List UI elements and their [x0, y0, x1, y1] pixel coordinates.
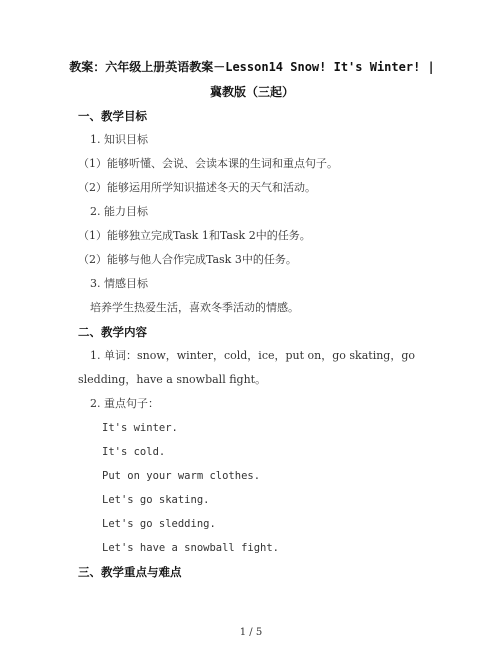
vocabulary-line-2: sledding，have a snowball fight。 — [78, 373, 267, 386]
document-title-line2: 冀教版（三起） — [209, 85, 294, 99]
key-sentence: Let's go sledding. — [102, 518, 216, 530]
key-sentence: Let's have a snowball fight. — [102, 542, 280, 554]
knowledge-goal-item-1: （1）能够听懂、会说、会读本课的生词和重点句子。 — [78, 157, 338, 170]
page-indicator: 1 / 5 — [239, 627, 263, 638]
section-heading-content: 二、教学内容 — [78, 325, 147, 339]
key-sentence: Let's go skating. — [102, 494, 210, 506]
ability-goal-item-1: （1）能够独立完成Task 1和Task 2中的任务。 — [78, 229, 311, 242]
key-sentence: It's cold. — [102, 446, 166, 458]
key-sentence: Put on your warm clothes. — [102, 470, 261, 482]
ability-goal-item-2: （2）能够与他人合作完成Task 3中的任务。 — [78, 253, 297, 266]
document-title-line1: 教案：六年级上册英语教案－Lesson14 Snow! It's Winter! | — [69, 60, 435, 74]
subheading-emotional-goals: 3. 情感目标 — [90, 277, 148, 290]
key-sentence: It's winter. — [102, 422, 178, 434]
subheading-ability-goals: 2. 能力目标 — [90, 205, 148, 218]
knowledge-goal-item-2: （2）能够运用所学知识描述冬天的天气和活动。 — [78, 181, 316, 194]
emotional-goal-item-1: 培养学生热爱生活，喜欢冬季活动的情感。 — [90, 301, 299, 314]
subheading-knowledge-goals: 1. 知识目标 — [90, 133, 148, 146]
section-heading-objectives: 一、教学目标 — [78, 109, 147, 123]
section-heading-key-points: 三、教学重点与难点 — [78, 565, 182, 579]
vocabulary-line-1: 1. 单词：snow，winter，cold，ice，put on，go skating，go — [90, 349, 416, 362]
subheading-key-sentences: 2. 重点句子： — [90, 397, 159, 410]
